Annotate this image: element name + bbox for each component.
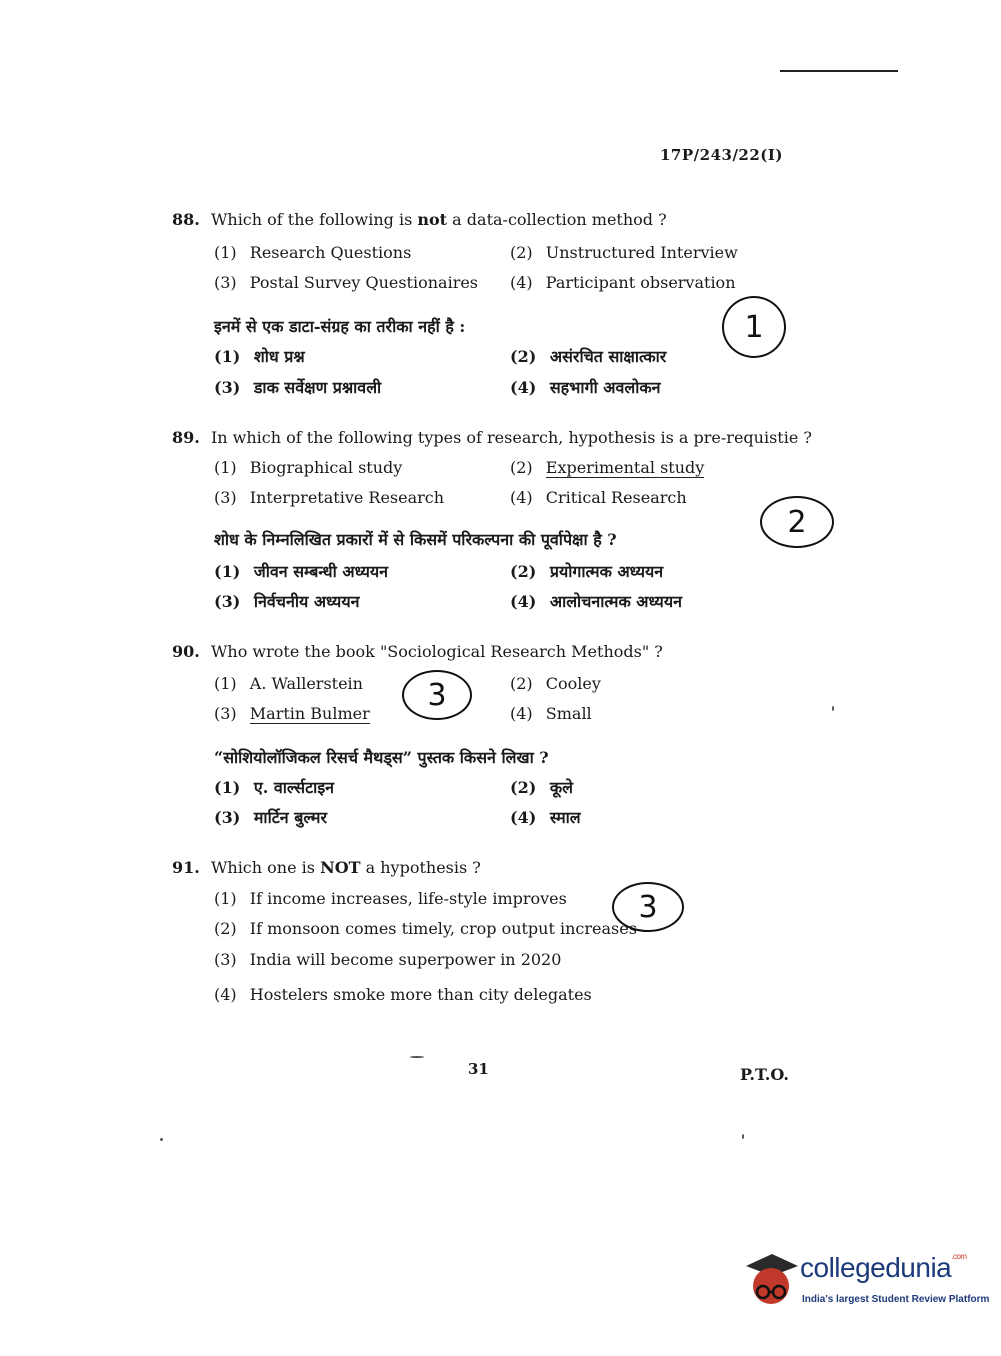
mascot-icon	[742, 1248, 800, 1312]
option-text: India will become superpower in 2020	[249, 950, 562, 969]
option-number: (3)	[214, 950, 237, 969]
option-text-underlined: Martin Bulmer	[249, 704, 370, 723]
brand-tagline: India's largest Student Review Platform	[802, 1294, 990, 1305]
option-number: (4)	[510, 808, 537, 827]
hindi-option	[510, 376, 661, 398]
handwritten-answer-circle: 1	[722, 296, 786, 358]
option-number: (3)	[214, 378, 241, 397]
option-number: (3)	[214, 273, 237, 292]
page-number: 31	[468, 1060, 489, 1078]
option	[510, 488, 687, 507]
hindi-option	[510, 806, 581, 828]
question-text	[211, 858, 481, 877]
question-number: 89.	[172, 428, 200, 447]
option-text: स्माल	[549, 808, 581, 827]
option-number: (3)	[214, 704, 237, 723]
option-text: Cooley	[545, 674, 601, 693]
header-rule	[780, 70, 898, 72]
question-text: Who wrote the book "Sociological Research Methods" ?	[210, 642, 663, 661]
question-91	[172, 858, 481, 877]
option	[510, 674, 601, 693]
option-text: प्रयोगात्मक अध्ययन	[549, 562, 664, 581]
option	[510, 243, 738, 262]
scan-speck	[410, 1056, 424, 1058]
option-text: जीवन सम्बन्धी अध्ययन	[253, 562, 389, 581]
hindi-option	[214, 345, 305, 367]
option-text: Postal Survey Questionaires	[249, 273, 479, 292]
option-text: आलोचनात्मक अध्ययन	[549, 592, 682, 611]
option-number: (1)	[214, 889, 237, 908]
question-text-emphasis: not	[417, 210, 448, 229]
hindi-question: “सोशियोलॉजिकल रिसर्च मैथड्स” पुस्तक किसने लिखा ?	[214, 748, 549, 767]
option-number: (4)	[510, 592, 537, 611]
hindi-question: शोध के निम्नलिखित प्रकारों में से किसमें परिकल्पना की पूर्वापेक्षा है ?	[214, 530, 617, 549]
option-number: (3)	[214, 592, 241, 611]
option-number: (2)	[214, 919, 237, 938]
option-text: सहभागी अवलोकन	[549, 378, 661, 397]
hindi-option	[214, 806, 327, 828]
option-number: (2)	[510, 458, 533, 477]
option-number: (2)	[510, 778, 537, 797]
option-text: Unstructured Interview	[545, 243, 738, 262]
handwritten-answer-circle: 3	[402, 670, 472, 720]
question-text: In which of the following types of research, hypothesis is a pre-requistie ?	[210, 428, 812, 447]
option-number: (2)	[510, 562, 537, 581]
brand-suffix: .com	[951, 1252, 967, 1261]
option	[214, 919, 637, 938]
hindi-question: इनमें से एक डाटा-संग्रह का तरीका नहीं है :	[214, 317, 466, 336]
option-number: (2)	[510, 674, 533, 693]
question-number: 90.	[172, 642, 200, 661]
handwritten-answer-circle: 2	[760, 496, 834, 548]
scan-speck	[832, 706, 834, 711]
collegedunia-watermark	[742, 1248, 990, 1312]
option	[214, 985, 592, 1004]
option-text: If income increases, life-style improves	[249, 889, 567, 908]
hindi-option	[214, 776, 334, 798]
hindi-option	[510, 590, 682, 612]
question-number: 91.	[172, 858, 200, 877]
option	[214, 273, 478, 292]
option-number: (1)	[214, 562, 241, 581]
question-90	[172, 642, 663, 661]
option	[510, 273, 736, 292]
option-text: निर्वचनीय अध्ययन	[253, 592, 360, 611]
option-number: (4)	[510, 704, 533, 723]
option-text: If monsoon comes timely, crop output increases	[249, 919, 637, 938]
hindi-option	[214, 376, 381, 398]
hindi-option	[510, 776, 573, 798]
option-text: मार्टिन बुल्मर	[253, 808, 327, 827]
option	[510, 458, 704, 477]
option	[214, 889, 567, 908]
option	[214, 458, 402, 477]
option	[214, 950, 561, 969]
paper-code: 17P/243/22(I)	[660, 146, 784, 164]
scan-speck	[742, 1134, 744, 1139]
question-89	[172, 428, 812, 447]
hindi-option	[214, 590, 360, 612]
option-number: (4)	[510, 273, 533, 292]
question-88	[172, 210, 667, 229]
option-text: Interpretative Research	[249, 488, 445, 507]
question-text-pre: Which one is	[210, 858, 321, 877]
question-number: 88.	[172, 210, 200, 229]
option-number: (2)	[510, 347, 537, 366]
option-text: शोध प्रश्न	[253, 347, 305, 366]
question-text-post: a hypothesis ?	[360, 858, 481, 877]
option-number: (4)	[510, 488, 533, 507]
option-text: Critical Research	[545, 488, 687, 507]
option-text: A. Wallerstein	[249, 674, 363, 693]
option-number: (1)	[214, 243, 237, 262]
option	[510, 704, 592, 723]
option-text: कूले	[549, 778, 573, 797]
question-text-post: a data-collection method ?	[447, 210, 667, 229]
option	[214, 488, 444, 507]
option-text: Biographical study	[249, 458, 403, 477]
option-number: (1)	[214, 458, 237, 477]
question-text	[211, 210, 667, 229]
option-text: डाक सर्वेक्षण प्रश्नावली	[253, 378, 382, 397]
option-number: (1)	[214, 674, 237, 693]
option-number: (3)	[214, 488, 237, 507]
option-number: (3)	[214, 808, 241, 827]
option	[214, 243, 411, 262]
question-text-emphasis: NOT	[320, 858, 361, 877]
option-number: (4)	[214, 985, 237, 1004]
option-text-underlined: Experimental study	[545, 458, 705, 477]
scan-speck	[160, 1138, 163, 1141]
option	[214, 674, 363, 693]
option-text: Small	[545, 704, 592, 723]
brand-name	[800, 1252, 967, 1284]
option	[214, 704, 370, 723]
pto-label: P.T.O.	[740, 1065, 789, 1084]
brand-text: collegedunia	[800, 1252, 952, 1283]
option-text: Hostelers smoke more than city delegates	[249, 985, 592, 1004]
hindi-option	[510, 345, 666, 367]
option-text: ए. वार्ल्सटाइन	[253, 778, 335, 797]
option-number: (2)	[510, 243, 533, 262]
handwritten-answer-circle: 3	[612, 882, 684, 932]
option-number: (1)	[214, 347, 241, 366]
option-text: Research Questions	[249, 243, 412, 262]
option-text: Participant observation	[545, 273, 736, 292]
question-text-pre: Which of the following is	[210, 210, 418, 229]
hindi-option	[214, 560, 388, 582]
hindi-option	[510, 560, 663, 582]
option-number: (1)	[214, 778, 241, 797]
option-number: (4)	[510, 378, 537, 397]
option-text: असंरचित साक्षात्कार	[549, 347, 667, 366]
